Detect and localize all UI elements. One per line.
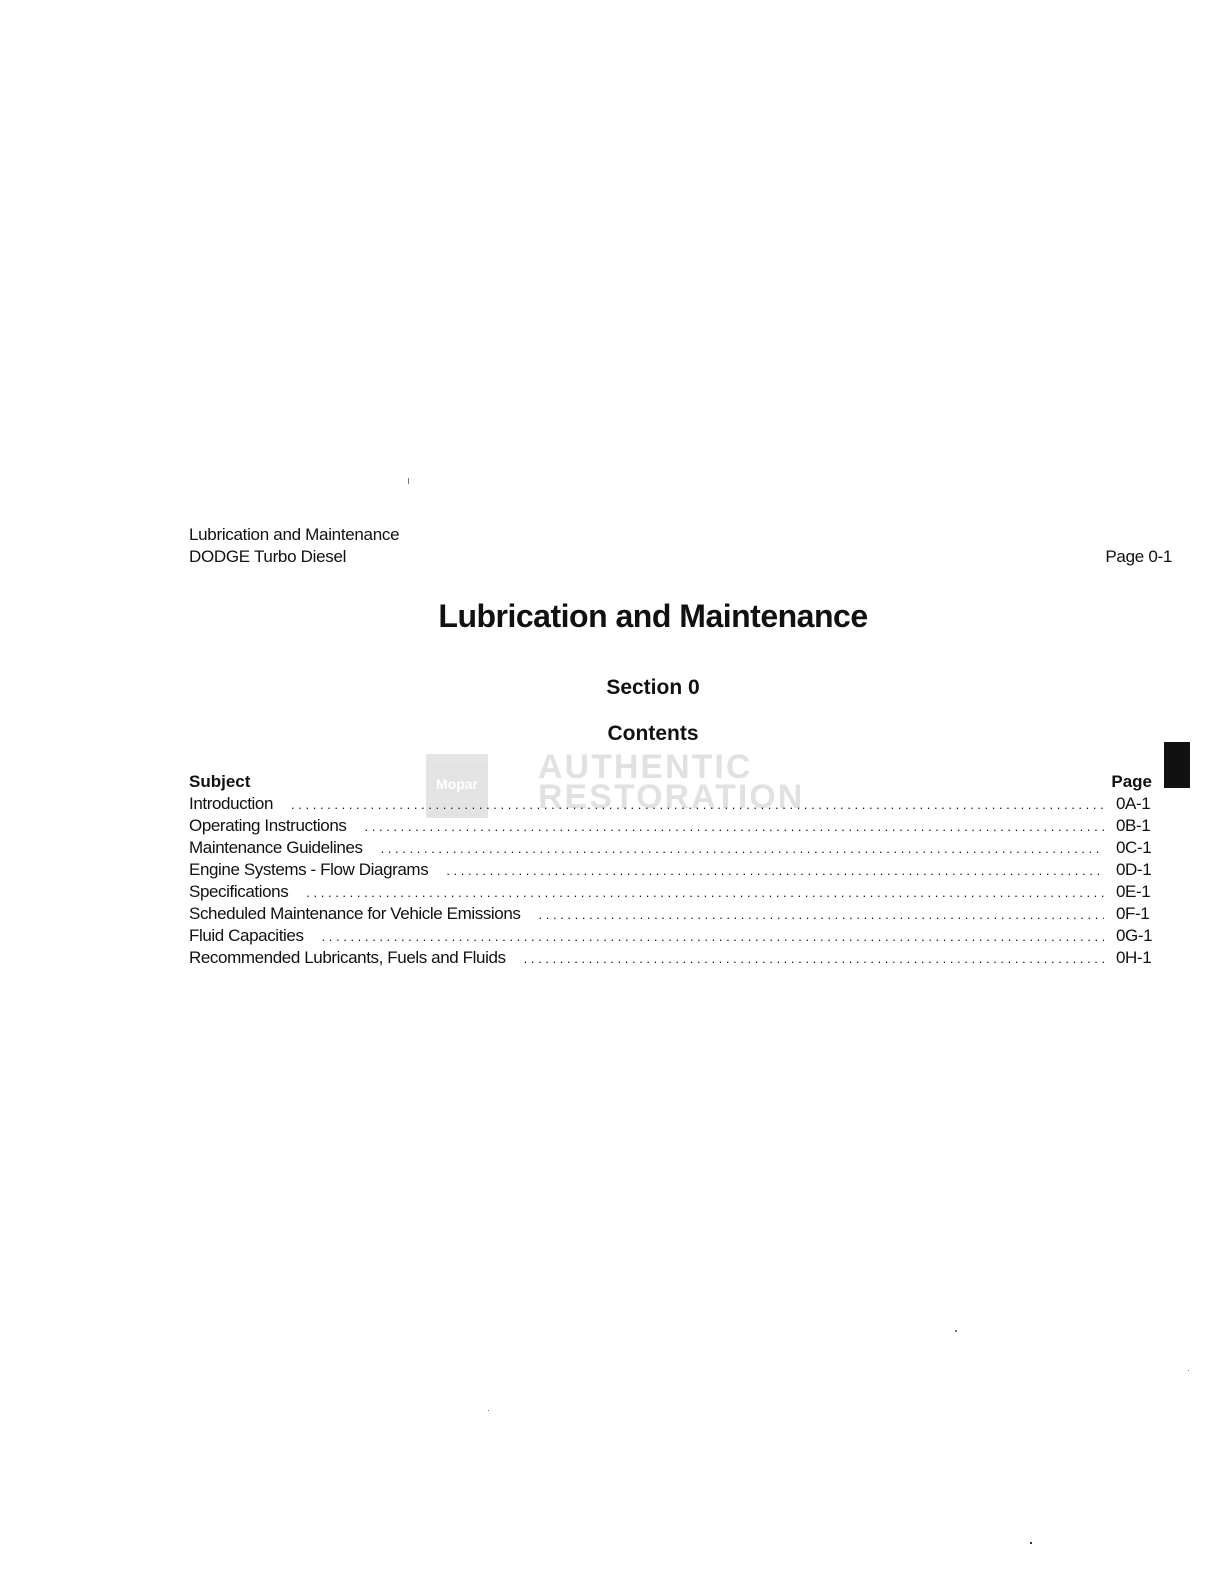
toc-entry-page: 0G-1 — [1116, 926, 1153, 945]
scan-speck — [955, 1330, 957, 1332]
toc-page-header: Page — [1111, 772, 1152, 791]
toc-entry[interactable] — [189, 948, 1154, 970]
toc-header-row — [189, 772, 1154, 794]
scan-speck — [1030, 1542, 1032, 1544]
toc-entry[interactable] — [189, 882, 1154, 904]
toc-entry[interactable] — [189, 860, 1154, 882]
contents-heading: Contents — [607, 722, 699, 745]
toc-leader-dots — [539, 907, 1105, 922]
toc-entry[interactable] — [189, 904, 1154, 926]
toc-entry[interactable] — [189, 838, 1154, 860]
toc-entry-title: Scheduled Maintenance for Vehicle Emissions — [189, 904, 521, 923]
toc-entry-title: Introduction — [189, 794, 274, 813]
toc-entry-page: 0A-1 — [1116, 794, 1151, 813]
page-title: Lubrication and Maintenance — [438, 598, 868, 634]
header-vehicle-name: DODGE Turbo Diesel — [189, 547, 347, 566]
toc-entry[interactable] — [189, 794, 1154, 816]
header-manual-title: Lubrication and Maintenance — [189, 525, 400, 544]
toc-entry-page: 0D-1 — [1116, 860, 1152, 879]
toc-leader-dots — [381, 841, 1104, 856]
toc-entry-title: Maintenance Guidelines — [189, 838, 363, 857]
watermark-line-2: RESTORATION — [538, 778, 805, 816]
toc-subject-header: Subject — [189, 772, 251, 791]
scan-speck — [488, 1410, 489, 1411]
running-header — [189, 524, 399, 568]
toc-leader-dots — [365, 819, 1104, 834]
table-of-contents — [189, 772, 1154, 970]
toc-leader-dots — [291, 797, 1104, 812]
toc-entry-page: 0F-1 — [1116, 904, 1150, 923]
toc-entry-title: Recommended Lubricants, Fuels and Fluids — [189, 948, 506, 967]
scan-speck — [408, 478, 409, 484]
toc-entry-title: Specifications — [189, 882, 289, 901]
page-number: Page 0-1 — [1105, 547, 1172, 566]
watermark-logo-text: Mopar — [436, 776, 478, 792]
toc-leader-dots — [322, 929, 1104, 944]
toc-entry-page: 0C-1 — [1116, 838, 1152, 857]
toc-entry-page: 0E-1 — [1116, 882, 1151, 901]
toc-leader-dots — [524, 951, 1104, 966]
toc-entry-page: 0B-1 — [1116, 816, 1151, 835]
toc-entry[interactable] — [189, 926, 1154, 948]
watermark-line-1: AUTHENTIC — [538, 748, 753, 786]
toc-entry[interactable] — [189, 816, 1154, 838]
section-heading: Section 0 — [606, 676, 700, 699]
toc-leader-dots — [306, 885, 1104, 900]
toc-entry-title: Fluid Capacities — [189, 926, 304, 945]
toc-entry-page: 0H-1 — [1116, 948, 1152, 967]
toc-entry-title: Engine Systems - Flow Diagrams — [189, 860, 429, 879]
section-thumb-tab — [1164, 742, 1190, 788]
toc-leader-dots — [446, 863, 1104, 878]
toc-entry-title: Operating Instructions — [189, 816, 347, 835]
scan-speck — [1188, 1370, 1189, 1371]
